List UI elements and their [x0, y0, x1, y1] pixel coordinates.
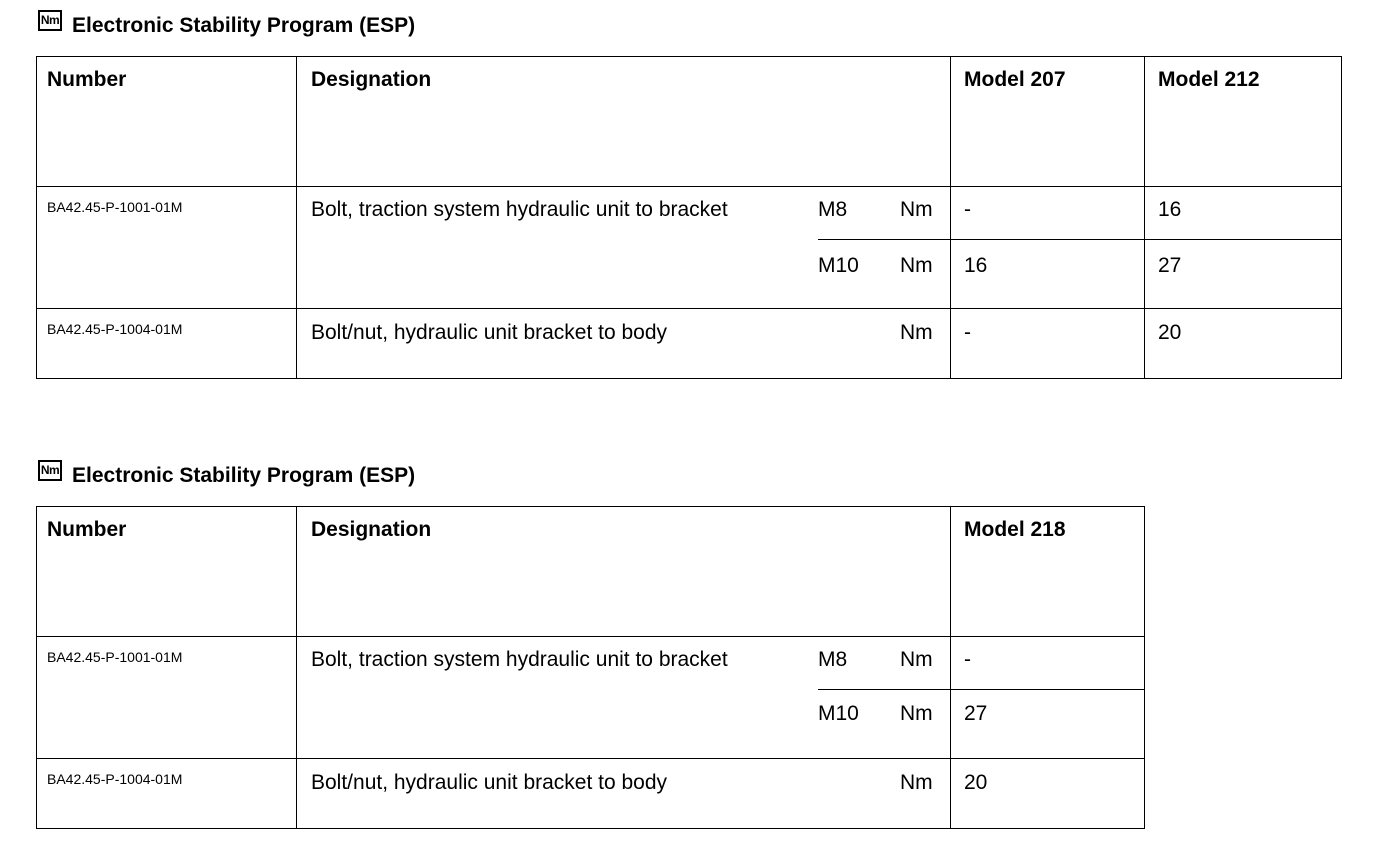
thread-size: M10	[818, 254, 859, 277]
designation-text: Bolt/nut, hydraulic unit bracket to body	[311, 771, 668, 794]
part-number: BA42.45-P-1001-01M	[47, 199, 183, 215]
torque-value-model-212: 20	[1158, 321, 1182, 344]
torque-value-model-212: 16	[1158, 198, 1182, 221]
designation-text: Bolt, traction system hydraulic unit to bracket	[311, 198, 728, 221]
thread-size: M8	[818, 648, 848, 671]
section-title: Electronic Stability Program (ESP)	[72, 464, 416, 487]
torque-unit: Nm	[900, 648, 933, 671]
designation-text: Bolt, traction system hydraulic unit to bracket	[311, 648, 728, 671]
torque-unit: Nm	[900, 771, 933, 794]
part-number: BA42.45-P-1004-01M	[47, 321, 183, 337]
torque-value-model-212: 27	[1158, 254, 1182, 277]
header-designation: Designation	[311, 68, 432, 91]
header-designation: Designation	[311, 518, 432, 541]
torque-unit: Nm	[900, 198, 933, 221]
torque-nm-icon: Nm	[38, 460, 62, 481]
torque-unit: Nm	[900, 702, 933, 725]
section-title: Electronic Stability Program (ESP)	[72, 14, 416, 37]
header-model-218: Model 218	[964, 518, 1066, 541]
torque-value-model-218: -	[964, 648, 971, 671]
header-model-212: Model 212	[1158, 68, 1260, 91]
torque-unit: Nm	[900, 321, 933, 344]
part-number: BA42.45-P-1001-01M	[47, 649, 183, 665]
header-number: Number	[47, 68, 127, 91]
part-number: BA42.45-P-1004-01M	[47, 771, 183, 787]
header-number: Number	[47, 518, 127, 541]
thread-size: M8	[818, 198, 848, 221]
header-model-207: Model 207	[964, 68, 1066, 91]
torque-value-model-207: 16	[964, 254, 988, 277]
torque-value-model-218: 20	[964, 771, 988, 794]
torque-nm-icon: Nm	[38, 10, 62, 31]
torque-value-model-207: -	[964, 198, 971, 221]
designation-text: Bolt/nut, hydraulic unit bracket to body	[311, 321, 668, 344]
torque-value-model-207: -	[964, 321, 971, 344]
thread-size: M10	[818, 702, 859, 725]
torque-unit: Nm	[900, 254, 933, 277]
torque-value-model-218: 27	[964, 702, 988, 725]
